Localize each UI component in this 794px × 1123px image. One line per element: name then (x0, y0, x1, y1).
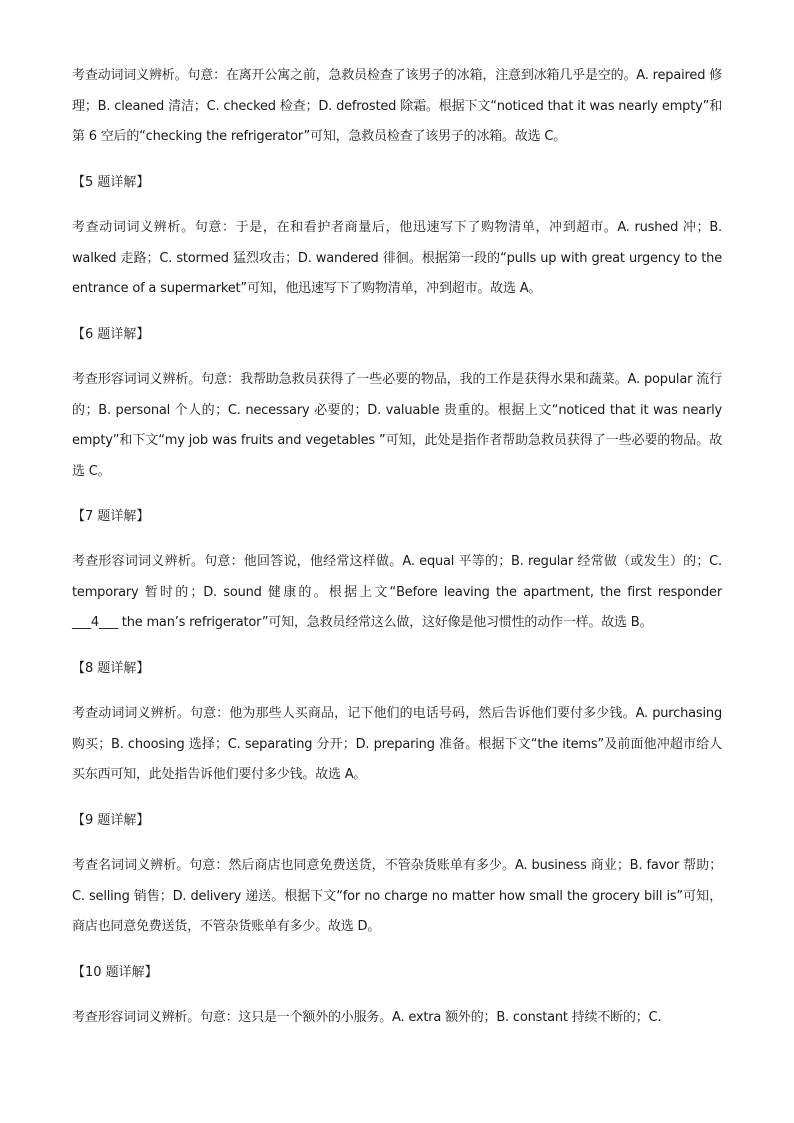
explanation-paragraph-4: 考查动词词义辨析。句意：在离开公寓之前，急救员检查了该男子的冰箱，注意到冰箱几乎是空的。A. repaired 修理；B. cleaned 清洁；C. checked 检查；D. defrosted 除霜。根据下文“noticed that it was nearly empty”和第 6 空后的“checking the refrigerator”可知，急救员检查了该男子的冰箱。故选 C。 (72, 68, 722, 144)
block-8 (72, 699, 722, 791)
block-0 (72, 61, 722, 153)
explanation-paragraph-8: 考查动词词义辨析。句意：他为那些人买商品，记下他们的电话号码，然后告诉他们要付多少钱。A. purchasing 购买；B. choosing 选择；C. separating 分开；D. preparing 准备。根据下文“the items”及前面他冲超市给人买东西可知，此处指告诉他们要付多少钱。故选 A。 (72, 706, 722, 782)
explanation-paragraph-6: 考查形容词词义辨析。句意：我帮助急救员获得了一些必要的物品，我的工作是获得水果和蔬菜。A. popular 流行的；B. personal 个人的；C. necessary 必要的；D. valuable 贵重的。根据上文“noticed that it was nearly empty”和下文“my job was fruits and vegetables ”可知，此处是指作者帮助急救员获得了一些必要的物品。故选 C。 (72, 372, 722, 479)
question-8-heading: 【8 题详解】 (72, 661, 150, 676)
question-5-heading: 【5 题详解】 (72, 175, 150, 190)
question-7-heading: 【7 题详解】 (72, 509, 150, 524)
block-10 (72, 851, 722, 943)
question-10-heading: 【10 题详解】 (72, 965, 158, 980)
question-6-heading: 【6 题详解】 (72, 327, 150, 342)
block-9 (72, 806, 722, 837)
block-3 (72, 320, 722, 351)
block-1 (72, 168, 722, 199)
explanation-paragraph-9: 考查名词词义辨析。句意：然后商店也同意免费送货，不管杂货账单有多少。A. business 商业；B. favor 帮助；C. selling 销售；D. delivery 递送。根据下文“for no charge no matter how small the grocery bill is”可知，商店也同意免费送货，不管杂货账单有多少。故选 D。 (72, 858, 722, 934)
explanation-paragraph-5: 考查动词词义辨析。句意：于是，在和看护者商量后，他迅速写下了购物清单，冲到超市。A. rushed 冲；B. walked 走路；C. stormed 猛烈攻击；D. wandered 徘徊。根据第一段的“pulls up with great urgency to the entrance of a supermarket”可知，他迅速写下了购物清单，冲到超市。故选 A。 (72, 220, 722, 296)
question-9-heading: 【9 题详解】 (72, 813, 150, 828)
block-11 (72, 958, 722, 989)
block-2 (72, 213, 722, 305)
block-6 (72, 547, 722, 639)
block-4 (72, 365, 722, 487)
explanation-paragraph-10: 考查形容词词义辨析。句意：这只是一个额外的小服务。A. extra 额外的；B. constant 持续不断的；C. (72, 1010, 662, 1025)
explanation-paragraph-7: 考查形容词词义辨析。句意：他回答说，他经常这样做。A. equal 平等的；B. regular 经常做（或发生）的；C. temporary 暂时的；D. sound 健康的。根据上文“Before leaving the apartment, the first responder ___4___ the man’s refrigerator”可知，急救员经常这么做，这好像是他习惯性的动作一样。故选 B。 (72, 554, 722, 630)
block-12 (72, 1003, 722, 1034)
block-7 (72, 654, 722, 685)
block-5 (72, 502, 722, 533)
